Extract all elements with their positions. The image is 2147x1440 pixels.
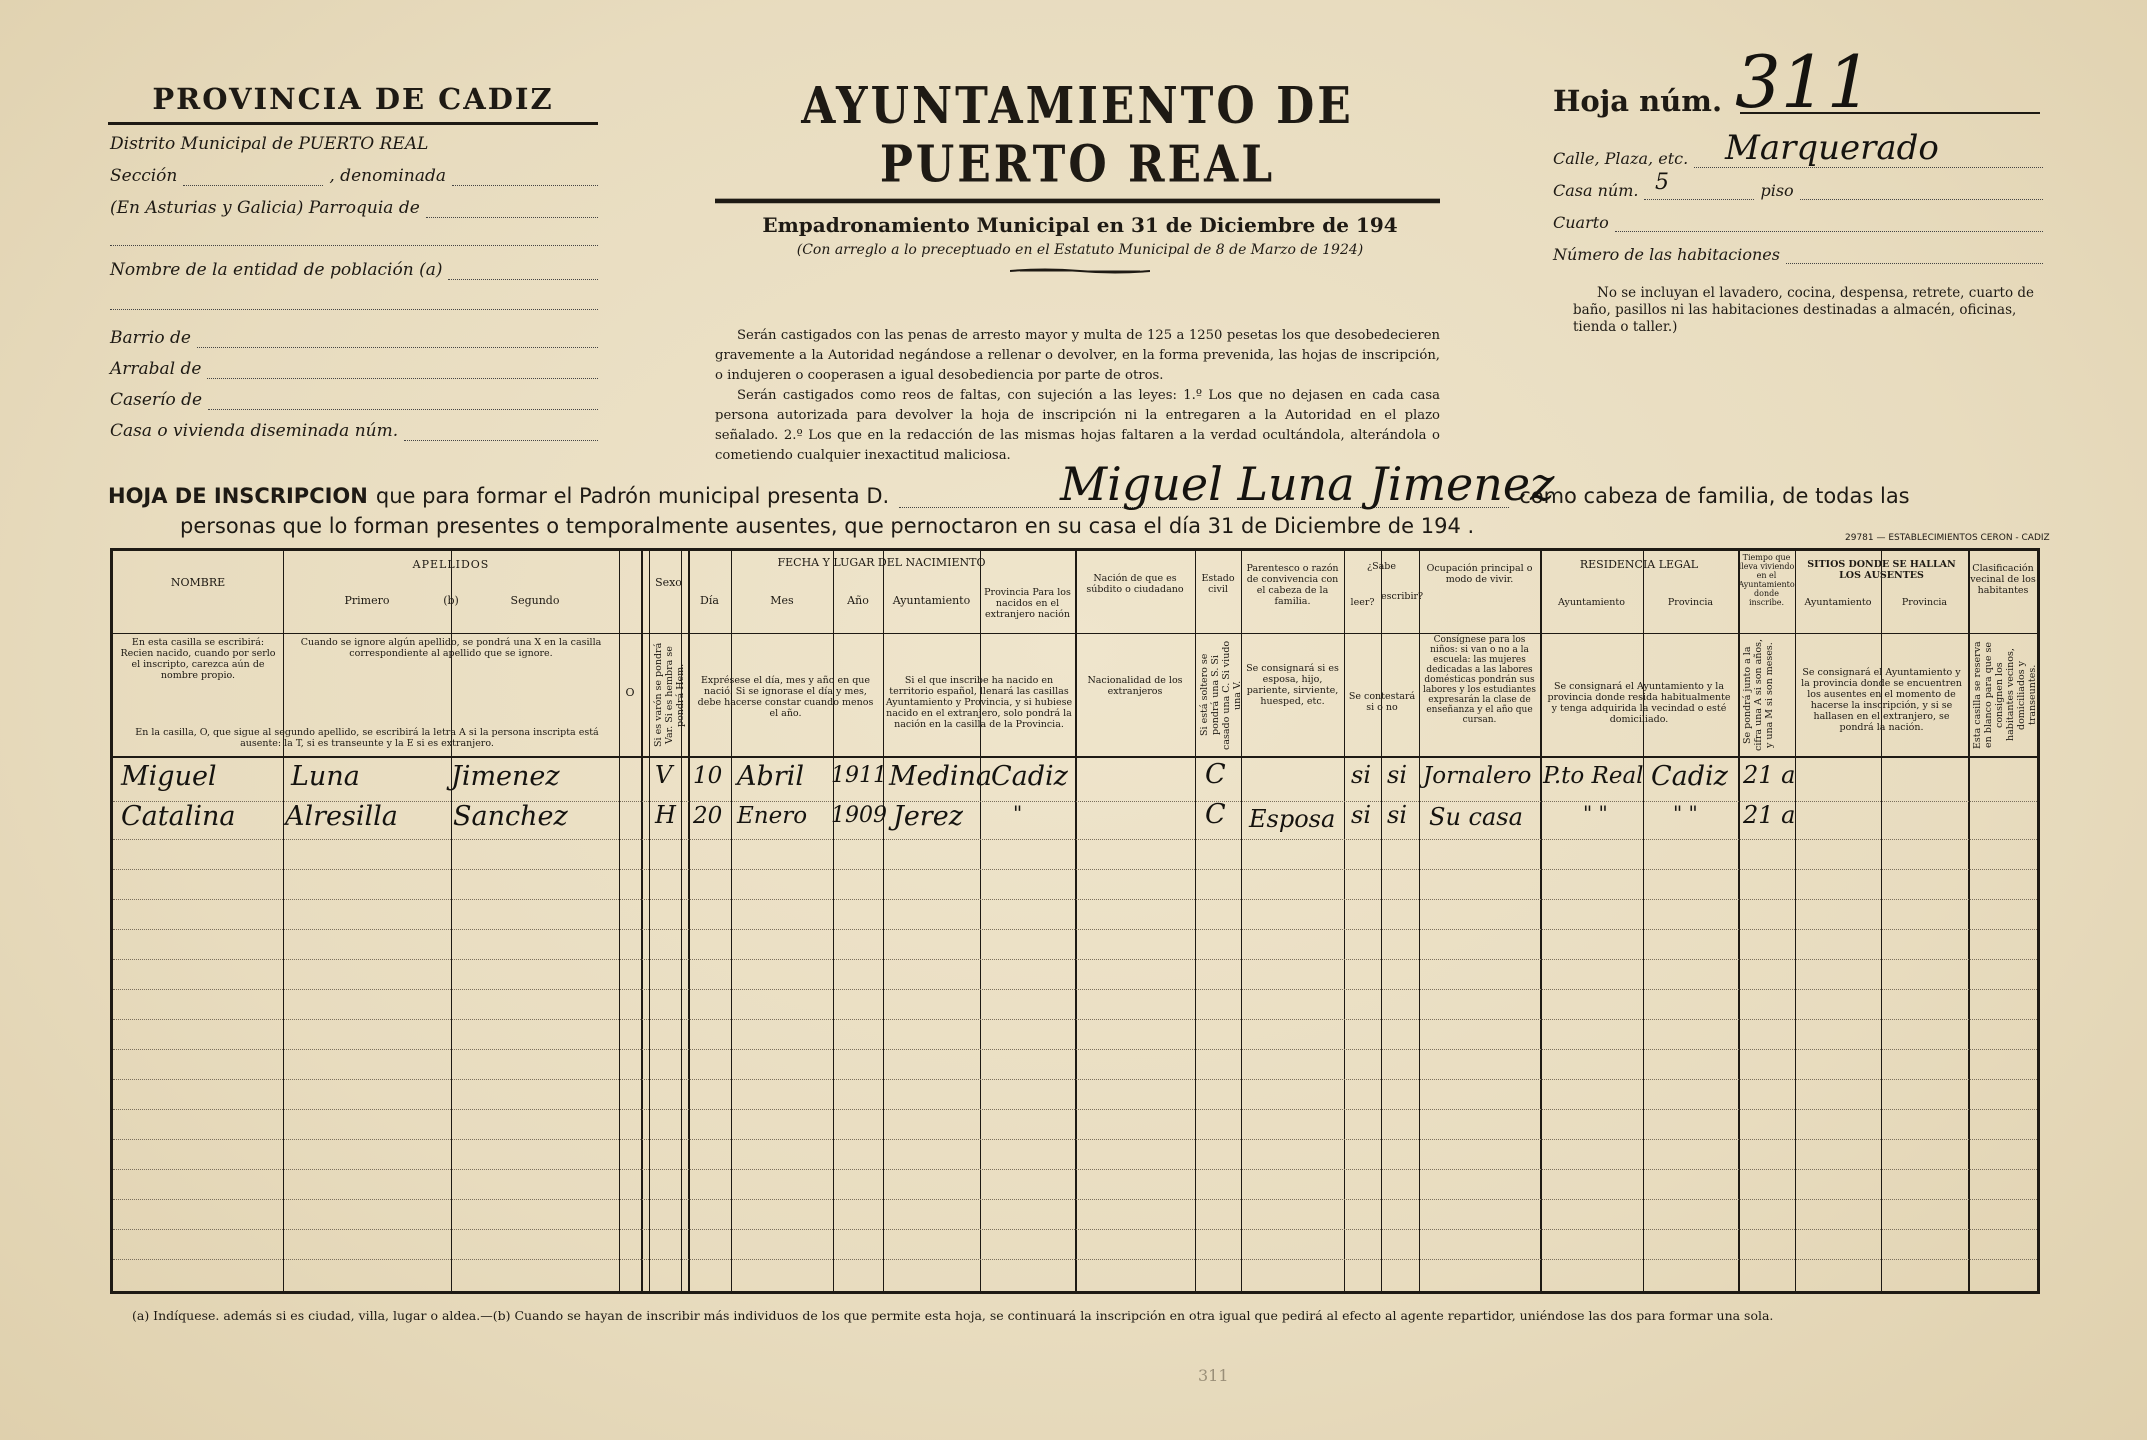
piso-label: piso [1760, 181, 1794, 200]
cuarto-row [1553, 208, 2043, 232]
piso-field[interactable] [1800, 187, 2043, 200]
seccion-label: Sección [110, 166, 178, 186]
row1-mes[interactable]: Abril [737, 761, 804, 792]
row2-tiempo[interactable]: 21 a [1743, 801, 1796, 829]
col-res-prov: Provincia [1667, 597, 1714, 608]
habitaciones-note: No se incluyan el lavadero, cocina, despensa, retrete, cuarto de baño, pasillos ni las habitaciones destinadas a almacén, oficinas, tienda o taller.) [1573, 285, 2034, 335]
habitaciones-row [1553, 240, 2043, 264]
caserio-row [110, 384, 598, 410]
row1-res-ayto[interactable]: P.to Real [1543, 763, 1644, 789]
col-estado: Estado civil [1201, 573, 1235, 595]
casa-vivienda-row [110, 415, 598, 441]
row2-escribir[interactable]: si [1387, 801, 1407, 829]
instr-nacion: Nacionalidad de los extranjeros [1087, 675, 1183, 697]
col-nacion: Nación de que es súbdito o ciudadano [1086, 573, 1184, 595]
row1-tiempo[interactable]: 21 a [1743, 761, 1796, 789]
col-res-ayto: Ayuntamiento [1558, 597, 1625, 608]
arrabal-row [110, 353, 598, 379]
col-ocupacion: Ocupación principal o modo de vivir. [1426, 563, 1533, 585]
instr-sitios: Se consignará el Ayuntamiento y la provincia donde se encuentren los ausentes en el momento de hacerse la inscripción, y si se hallasen en el extranjero, se pondrá la nación. [1801, 667, 1962, 733]
calle-label: Calle, Plaza, etc. [1553, 149, 1689, 168]
instr-residencia: Se consignará el Ayuntamiento y la provincia donde resida habitualmente y tenga adquirida la vecindad o esté domiciliado. [1547, 681, 1731, 725]
row2-res-prov[interactable]: " " [1673, 801, 1698, 825]
instr-fecha: Exprésese el día, mes y año en que nació. Si se ignorase el día y mes, debe hacerse constar cuando menos el año. [697, 675, 874, 719]
row1-leer[interactable]: si [1351, 761, 1371, 789]
instr-tiempo: Se pondrá junto a la cifra una A si son años, y una M si son meses. [1742, 639, 1775, 751]
empadronamiento-heading: Empadronamiento Municipal en 31 de Diciembre de 194 [762, 213, 1398, 237]
col-provincia-nac: Provincia Para los nacidos en el extranjero nación [984, 587, 1071, 620]
instr-sexo: Si es varón se pondrá Var. Si es hembra se pondrá Hem. [653, 642, 686, 748]
row2-dia[interactable]: 20 [693, 803, 723, 829]
instr-parentesco: Se consignará si es esposa, hijo, pariente, sirviente, huesped, etc. [1246, 663, 1339, 707]
caserio-label: Caserío de [110, 390, 203, 410]
inscription-trail-text: como cabeza de familia, de todas las [1519, 484, 1910, 508]
barrio-label: Barrio de [110, 328, 191, 348]
col-parentesco: Parentesco o razón de convivencia con el cabeza de la familia. [1246, 563, 1339, 607]
ayuntamiento-title: AYUNTAMIENTO DE PUERTO REAL [715, 77, 1440, 204]
row1-dia[interactable]: 10 [693, 763, 723, 789]
caserio-field[interactable] [208, 395, 598, 410]
col-sitios: SITIOS DONDE SE HALLAN LOS AUSENTES [1807, 559, 1956, 581]
seccion-field[interactable] [183, 171, 323, 186]
printer-mark: 29781 — ESTABLECIMIENTOS CERON - CADIZ [1845, 533, 2050, 543]
col-nombre: NOMBRE [170, 576, 226, 589]
casa-vivienda-label: Casa o vivienda diseminada núm. [110, 421, 399, 441]
parroquia-field[interactable] [426, 203, 598, 218]
ornament-divider [1010, 268, 1150, 274]
calle-value[interactable]: Marquerado [1725, 128, 1939, 168]
parroquia-label: (En Asturias y Galicia) Parroquia de [110, 198, 420, 218]
denominada-field[interactable] [452, 171, 598, 186]
bottom-sheet-number: 311 [1198, 1366, 1229, 1385]
col-escribir: escribir? [1381, 591, 1424, 602]
province-title: PROVINCIA DE CADIZ [108, 82, 598, 125]
col-residencia: RESIDENCIA LEGAL [1579, 558, 1699, 571]
barrio-field[interactable] [197, 333, 598, 348]
row1-sexo[interactable]: V [655, 761, 673, 789]
row1-estado[interactable]: C [1205, 759, 1226, 790]
head-of-family-name[interactable]: Miguel Luna Jimenez [1060, 457, 1555, 511]
col-ayuntamiento: Ayuntamiento [892, 594, 971, 607]
col-sexo: Sexo [655, 576, 682, 589]
row1-res-prov[interactable]: Cadiz [1651, 761, 1728, 792]
entidad-field[interactable] [448, 265, 598, 280]
row2-sexo[interactable]: H [655, 801, 676, 829]
row1-ocupacion[interactable]: Jornalero [1423, 763, 1532, 789]
habitaciones-label: Número de las habitaciones [1553, 245, 1780, 264]
casa-label: Casa núm. [1553, 181, 1639, 200]
row2-ano[interactable]: 1909 [831, 803, 887, 828]
row2-primero[interactable]: Alresilla [285, 801, 398, 832]
instr-nombre: En esta casilla se escribirá: Recien nacido, cuando por serlo el inscripto, carezca aún de nombre propio. [120, 637, 276, 681]
col-dia: Día [700, 594, 719, 607]
row2-res-ayto[interactable]: " " [1583, 801, 1608, 825]
parroquia-row [110, 192, 598, 218]
col-sabe: ¿Sabe [1367, 561, 1396, 572]
row2-parentesco[interactable]: Esposa [1249, 805, 1336, 833]
blank-line [110, 308, 598, 310]
o-column-label: O [625, 686, 635, 699]
row1-nombre[interactable]: Miguel [121, 761, 217, 792]
inscription-lead: HOJA DE INSCRIPCION [108, 484, 368, 508]
row1-segundo[interactable]: Jimenez [451, 761, 560, 792]
row2-ayuntamiento[interactable]: Jerez [893, 801, 963, 832]
instr-sabe: Se contestará si o no [1348, 691, 1416, 713]
row1-ayuntamiento[interactable]: Medina [889, 761, 993, 792]
col-ano: Año [847, 594, 869, 607]
col-segundo: Segundo [510, 594, 560, 607]
row1-escribir[interactable]: si [1387, 761, 1407, 789]
col-leer: leer? [1350, 597, 1375, 608]
row1-provincia[interactable]: Cadiz [991, 761, 1068, 792]
col-sit-prov: Provincia [1901, 597, 1948, 608]
instr-clasificacion: Esta casilla se reserva en blanco para que se consignen los habitantes vecinos, domiciliados y transeuntes. [1972, 641, 2038, 749]
instr-casilla-o: En la casilla, O, que sigue al segundo apellido, se escribirá la letra A si la persona inscripta está ausente: la T, si es transeunte y la E si es extranjero. [135, 727, 599, 749]
seccion-row [110, 160, 598, 186]
instr-apellidos: Cuando se ignore algún apellido, se pondrá una X en la casilla correspondiente al apellido que se ignore. [300, 637, 602, 659]
cuarto-label: Cuarto [1553, 213, 1609, 232]
row1-ano[interactable]: 1911 [831, 763, 887, 788]
blank-line [110, 244, 598, 246]
footnote: (a) Indíquese. además si es ciudad, villa, lugar o aldea.—(b) Cuando se hayan de inscribir más individuos de los que permite esta hoja, se continuará la inscripción en otra igual que pedirá al efecto al agente repartidor, uniéndose las dos para formar una sola. [132, 1308, 1774, 1323]
habitaciones-field[interactable] [1786, 251, 2043, 264]
hoja-label: Hoja núm. [1553, 84, 1723, 118]
entidad-label: Nombre de la entidad de población (a) [110, 260, 443, 280]
arrabal-field[interactable] [207, 364, 598, 379]
cuarto-field[interactable] [1615, 219, 2043, 232]
inscription-lead-text: que para formar el Padrón municipal presenta D. [375, 484, 890, 508]
instr-ayto: Si el que inscribe ha nacido en territorio español, llenará las casillas Ayuntamiento y Provincia, y si hubiese nacido en el extranjero, solo pondrá la nación en la casilla de la Provincia. [885, 675, 1073, 730]
casa-vivienda-field[interactable] [404, 426, 598, 441]
col-primero: Primero [344, 594, 390, 607]
col-fecha: FECHA Y LUGAR DEL NACIMIENTO [777, 556, 986, 569]
col-clasificacion: Clasificación vecinal de los habitantes [1970, 563, 2036, 596]
casa-value[interactable]: 5 [1655, 170, 1669, 195]
arreglo-subheading: (Con arreglo a lo preceptuado en el Estatuto Municipal de 8 de Marzo de 1924) [796, 242, 1364, 258]
row2-leer[interactable]: si [1351, 801, 1371, 829]
row2-estado[interactable]: C [1205, 799, 1226, 830]
penalty-paragraph-2: Serán castigados como reos de faltas, con sujeción a las leyes: 1.º Los que no dejasen en cada casa persona autorizada para devolver la hoja de inscripción ni la entregaren a la Autoridad en el plazo señalado. 2.º Los que en la redacción de las mismas hojas faltaren a la verdad ocultándola, alterándola o cometiendo cualquier inexactitud maliciosa. [715, 388, 1440, 463]
row2-segundo[interactable]: Sanchez [453, 801, 568, 832]
col-tiempo: Tiempo que lleva viviendo en el Ayuntamiento donde inscribe. [1738, 553, 1795, 607]
arrabal-label: Arrabal de [110, 359, 202, 379]
row2-mes[interactable]: Enero [737, 803, 808, 829]
entidad-row [110, 254, 598, 280]
row2-provincia[interactable]: " [1013, 801, 1023, 825]
row2-ocupacion[interactable]: Su casa [1429, 803, 1523, 831]
inscription-line-2: personas que lo forman presentes o temporalmente ausentes, que pernoctaron en su casa el día 31 de Diciembre de 194 . [180, 514, 1475, 538]
census-table [110, 548, 2040, 1294]
row2-nombre[interactable]: Catalina [121, 801, 236, 832]
distrito-label: Distrito Municipal de PUERTO REAL [110, 134, 429, 154]
hoja-number[interactable]: 311 [1735, 40, 1873, 124]
col-apellidos: APELLIDOS [412, 558, 490, 571]
instr-ocupacion: Consígnese para los niños: si van o no a la escuela: las mujeres dedicadas a las labores domésticas pondrán sus labores y los estudiantes expresarán la clase de enseñanza y el año que cursan. [1423, 635, 1536, 725]
barrio-row [110, 322, 598, 348]
col-mes: Mes [770, 594, 794, 607]
penalty-paragraph-1: Serán castigados con las penas de arresto mayor y multa de 125 a 1250 pesetas los que desobedecieren gravemente a la Autoridad negándose a rellenar o devolver, en la forma prevenida, las hojas de inscripción, o indujeren o cooperasen a igual desobediencia por parte de otros. [715, 328, 1440, 383]
col-sit-ayto: Ayuntamiento [1804, 597, 1872, 608]
row1-primero[interactable]: Luna [291, 761, 360, 792]
casa-row [1553, 176, 2043, 200]
col-b: (b) [443, 594, 459, 607]
distrito-row [110, 128, 598, 154]
denominada-label: , denominada [329, 166, 446, 186]
instr-estado: Si está soltero se pondrá una S. Si casado una C. Si viudo una V. [1199, 640, 1243, 750]
